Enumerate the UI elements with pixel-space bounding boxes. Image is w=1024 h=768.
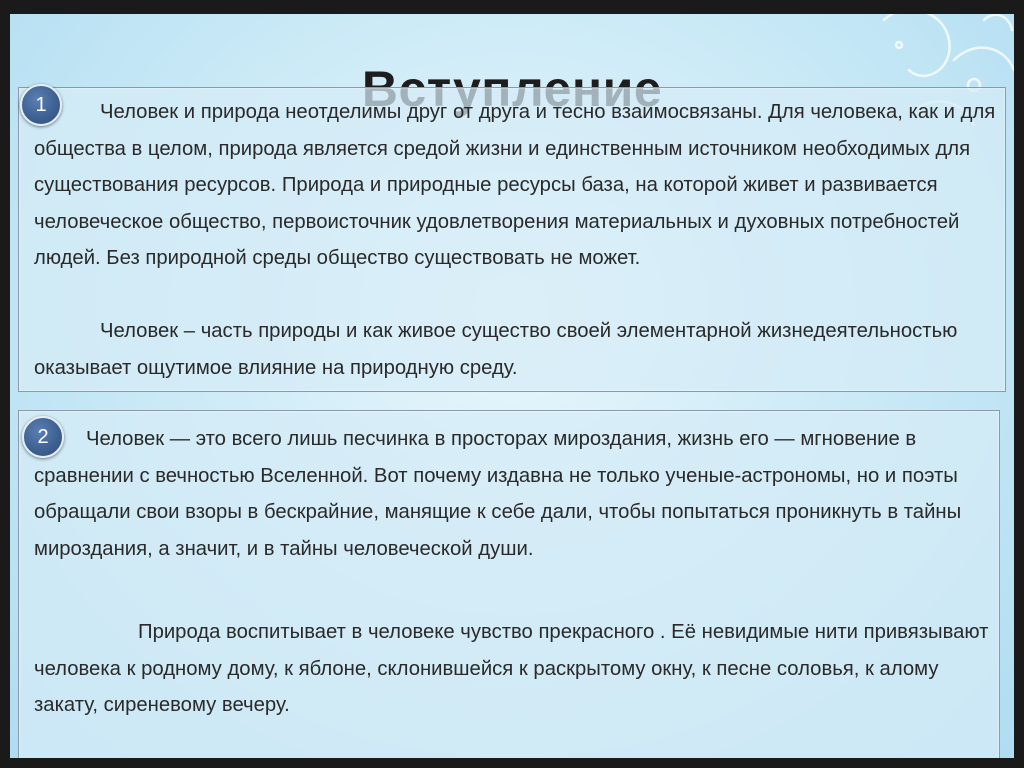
section-1-paragraph-1: Человек и природа неотделимы друг от друга и тесно взаимосвязаны. Для человека, как и для общества в целом, природа является средой жизни и единственным источником необходимых для существования ресурсов. Природа и природные ресурсы база, на которой живет и развивается человеческое общество, первоисточник удовлетворения материальных и духовных потребностей людей. Без природной среды общество существовать не может. [34, 101, 996, 269]
section-number-badge-1: 1 [20, 84, 62, 126]
section-2-paragraph-2: Природа воспитывает в человеке чувство прекрасного . Её невидимые нити привязывают человека к родному дому, к яблоне, склонившейся к раскрытому окну, к песне соловья, к алому закату, сиреневому вечеру. [34, 621, 989, 716]
section-2-paragraph-1: Человек — это всего лишь песчинка в просторах мироздания, жизнь его — мгновение в сравнении с вечностью Вселенной. Вот почему издавна не только ученые-астрономы, но и поэты обращали свои взоры в бескрайние, манящие к себе дали, чтобы попытаться проникнуть в тайны мироздания, а значит, и в тайны человеческой души. [34, 428, 962, 560]
section-number-badge-2: 2 [22, 416, 64, 458]
section-1-paragraph-2: Человек – часть природы и как живое существо своей элементарной жизнедеятельностью оказывает ощутимое влияние на природную среду. [34, 320, 958, 379]
